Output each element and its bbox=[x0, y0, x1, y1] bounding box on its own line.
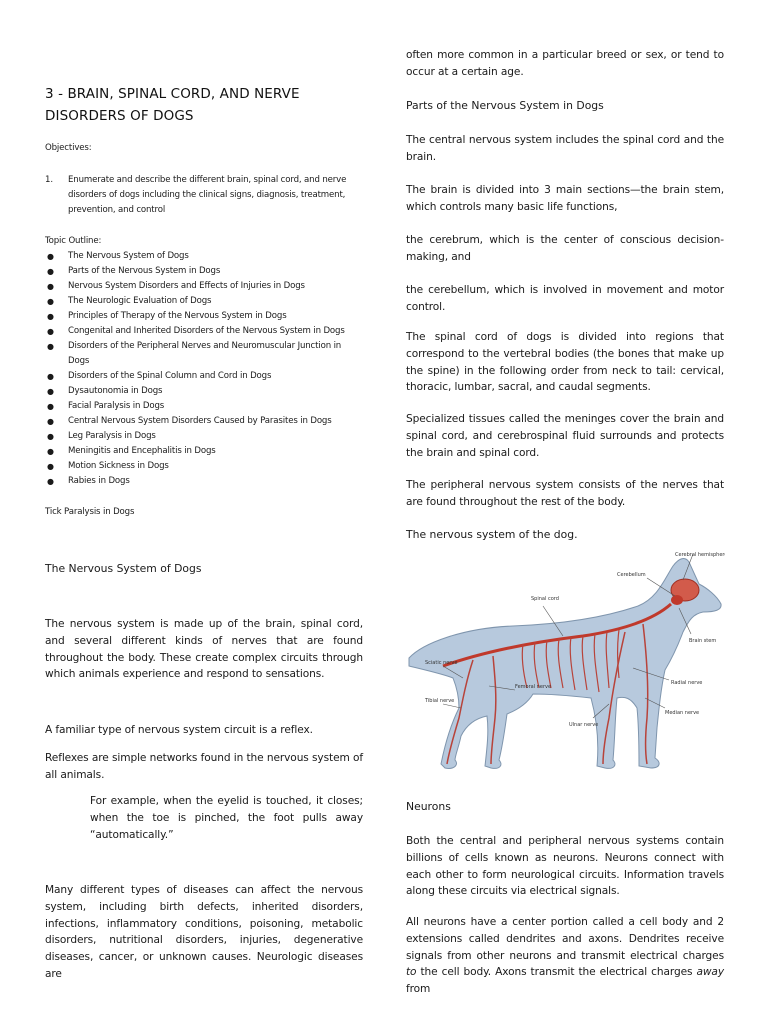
label-femoral: Femoral nerve bbox=[515, 684, 552, 690]
list-item: ● Nervous System Disorders and Effects of Injuries in Dogs bbox=[45, 279, 355, 294]
label-cerebral: Cerebral hemisphere bbox=[675, 552, 725, 558]
list-item: ● Motion Sickness in Dogs bbox=[45, 459, 355, 474]
section-heading-nervous-system: The Nervous System of Dogs bbox=[45, 562, 202, 575]
bullet-icon: ● bbox=[47, 372, 54, 381]
label-brainstem: Brain stem bbox=[689, 638, 717, 644]
paragraph-spinal-cord: The spinal cord of dogs is divided into regions that correspond to the vertebral bodies (the bones that make up the spine) in the following order from neck to tail: cervical, thoracic, lumbar, sacral, and caudal segments. bbox=[406, 331, 724, 394]
list-item: ● Facial Paralysis in Dogs bbox=[45, 399, 355, 414]
document-title: 3 - BRAIN, SPINAL CORD, AND NERVE DISORDERS OF DOGS bbox=[45, 86, 300, 124]
bullet-icon: ● bbox=[47, 252, 54, 261]
paragraph-nervous-system: The nervous system is made up of the brain, spinal cord, and several different kinds of nerves that are found throughout the body. These create complex circuits through which animals experience and respond to sensations. bbox=[45, 618, 363, 681]
paragraph-breed-continued: often more common in a particular breed or sex, or tend to occur at a certain age. bbox=[406, 49, 724, 78]
objective-text: Enumerate and describe the different brain, spinal cord, and nerve disorders of dogs including the clinical signs, diagnosis, treatment, prevention, and control bbox=[68, 175, 347, 215]
paragraph-brain-sections: The brain is divided into 3 main sections—the brain stem, which controls many basic life functions, bbox=[406, 184, 724, 213]
bullet-icon: ● bbox=[47, 462, 54, 471]
paragraph-reflexes: Reflexes are simple networks found in the nervous system of all animals. bbox=[45, 752, 363, 781]
list-item: ● The Neurologic Evaluation of Dogs bbox=[45, 294, 355, 309]
dog-illustration bbox=[403, 548, 725, 776]
list-item: ● The Nervous System of Dogs bbox=[45, 249, 355, 264]
bullet-icon: ● bbox=[47, 312, 54, 321]
paragraph-diseases: Many different types of diseases can affect the nervous system, including birth defects, inherited disorders, infections, inflammatory conditions, poisoning, metabolic disorders, nutritional disorders, injuries, degenerative diseases, cancer, or unknown causes. Neurologic diseases are bbox=[45, 884, 363, 980]
bullet-icon: ● bbox=[47, 387, 54, 396]
figure-caption: The nervous system of the dog. bbox=[406, 528, 578, 541]
cerebellum-shape bbox=[671, 595, 683, 605]
list-item: ● Parts of the Nervous System in Dogs bbox=[45, 264, 355, 279]
paragraph-reflex-intro: A familiar type of nervous system circuit is a reflex. bbox=[45, 724, 313, 736]
list-item: ● Dysautonomia in Dogs bbox=[45, 384, 355, 399]
tick-paralysis-text: Tick Paralysis in Dogs bbox=[45, 507, 135, 517]
bullet-icon: ● bbox=[47, 402, 54, 411]
objective-number: 1. bbox=[45, 175, 53, 185]
paragraph-neurons: Both the central and peripheral nervous systems contain billions of cells known as neurons. Neurons connect with each other to form neurological circuits. Information travels along these circuits via electrical signals. bbox=[406, 835, 724, 898]
bullet-icon: ● bbox=[47, 447, 54, 456]
topic-outline-label: Topic Outline: bbox=[45, 236, 102, 246]
bullet-icon: ● bbox=[47, 297, 54, 306]
list-item: ● Principles of Therapy of the Nervous System in Dogs bbox=[45, 309, 355, 324]
list-item: ● Rabies in Dogs bbox=[45, 474, 355, 489]
label-ulnar: Ulnar nerve bbox=[569, 722, 599, 728]
bullet-icon: ● bbox=[47, 342, 54, 351]
label-sciatic: Sciatic nerve bbox=[425, 660, 458, 666]
label-median: Median nerve bbox=[665, 710, 700, 716]
topic-outline-list bbox=[45, 249, 355, 489]
label-cerebellum: Cerebellum bbox=[617, 572, 646, 578]
list-item: ● Disorders of the Spinal Column and Cord in Dogs bbox=[45, 369, 355, 384]
bullet-icon: ● bbox=[47, 267, 54, 276]
bullet-icon: ● bbox=[47, 282, 54, 291]
section-heading-neurons: Neurons bbox=[406, 800, 451, 813]
bullet-icon: ● bbox=[47, 432, 54, 441]
list-item: ● Leg Paralysis in Dogs bbox=[45, 429, 355, 444]
label-radial: Radial nerve bbox=[671, 680, 703, 686]
paragraph-pns: The peripheral nervous system consists of the nerves that are found throughout the rest of the body. bbox=[406, 479, 724, 508]
paragraph-meninges: Specialized tissues called the meninges cover the brain and spinal cord, and cerebrospinal fluid surrounds and protects the brain and spinal cord. bbox=[406, 413, 724, 459]
list-item: ● Central Nervous System Disorders Caused by Parasites in Dogs bbox=[45, 414, 355, 429]
objectives-label: Objectives: bbox=[45, 143, 92, 153]
section-heading-parts: Parts of the Nervous System in Dogs bbox=[406, 99, 604, 112]
list-item: ● Meningitis and Encephalitis in Dogs bbox=[45, 444, 355, 459]
paragraph-cns: The central nervous system includes the spinal cord and the brain. bbox=[406, 134, 724, 163]
list-item: ● Congenital and Inherited Disorders of the Nervous System in Dogs bbox=[45, 324, 355, 339]
paragraph-neuron-parts: All neurons have a center portion called a cell body and 2 extensions called dendrites and axons. Dendrites receive signals from other neurons and transmit electrical charges to the cell body. Axons transmit the electrical charges away from bbox=[406, 916, 724, 996]
label-spinal: Spinal cord bbox=[531, 596, 559, 602]
label-tibial: Tibial nerve bbox=[425, 698, 455, 704]
paragraph-cerebrum: the cerebrum, which is the center of conscious decision-making, and bbox=[406, 234, 724, 263]
paragraph-cerebellum: the cerebellum, which is involved in movement and motor control. bbox=[406, 284, 724, 313]
list-item: ● Disorders of the Peripheral Nerves and Neuromuscular Junction in Dogs bbox=[47, 341, 342, 366]
bullet-icon: ● bbox=[47, 327, 54, 336]
dog-nervous-system-figure bbox=[403, 548, 725, 776]
bullet-icon: ● bbox=[47, 477, 54, 486]
paragraph-reflex-example: For example, when the eyelid is touched, it closes; when the toe is pinched, the foot pulls away “automatically.” bbox=[90, 795, 363, 841]
bullet-icon: ● bbox=[47, 417, 54, 426]
